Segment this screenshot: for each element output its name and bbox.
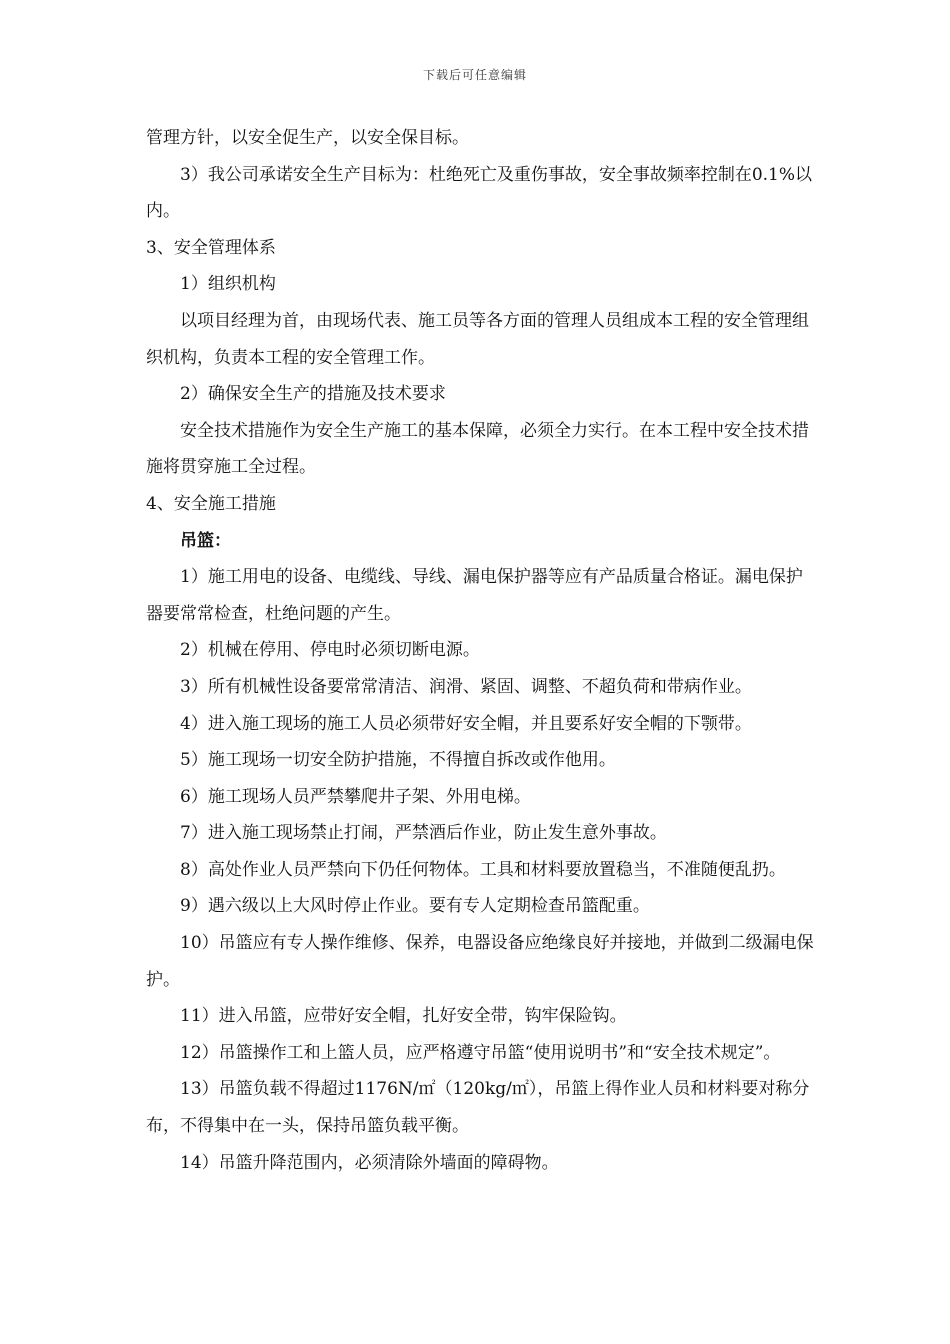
subheading-gondola: 吊篮：	[180, 530, 231, 551]
section-heading-construction-measures: 4、安全施工措施	[146, 493, 276, 514]
paragraph-management-policy: 管理方针，以安全促生产，以安全保目标。	[146, 128, 469, 148]
list-item: 6）施工现场人员严禁攀爬井子架、外用电梯。	[180, 786, 531, 807]
list-item: 5）施工现场一切安全防护措施，不得擅自拆改或作他用。	[180, 750, 616, 771]
list-item: 14）吊篮升降范围内，必须清除外墙面的障碍物。	[180, 1152, 559, 1173]
list-item: 12）吊篮操作工和上篮人员，应严格遵守吊篮“使用说明书”和“安全技术规定”。	[180, 1042, 781, 1063]
list-item: 8）高处作业人员严禁向下仍任何物体。工具和材料要放置稳当，不准随便乱扔。	[180, 859, 786, 880]
list-item: 10）吊篮应有专人操作维修、保养，电器设备应绝缘良好并接地，并做到二级漏电保护。	[146, 933, 814, 990]
list-item: 4）进入施工现场的施工人员必须带好安全帽，并且要系好安全帽的下颚带。	[180, 713, 752, 734]
list-item: 7）进入施工现场禁止打闹，严禁酒后作业，防止发生意外事故。	[180, 823, 667, 844]
page-header: 下载后可任意编辑	[422, 68, 527, 82]
paragraph-measures: 安全技术措施作为安全生产施工的基本保障，必须全力实行。在本工程中安全技术措施将贯穿施工全过程。	[146, 420, 809, 478]
list-item: 3）所有机械性设备要常常清洁、润滑、紧固、调整、不超负荷和带病作业。	[180, 676, 752, 697]
subheading-measures: 2）确保安全生产的措施及技术要求	[180, 384, 446, 405]
list-item: 9）遇六级以上大风时停止作业。要有专人定期检查吊篮配重。	[180, 896, 650, 917]
section-heading-safety-system: 3、安全管理体系	[146, 237, 276, 258]
document-body	[146, 120, 818, 1181]
list-item: 2）机械在停用、停电时必须切断电源。	[180, 640, 480, 661]
list-item: 13）吊篮负载不得超过1176N/㎡（120kg/㎡），吊篮上得作业人员和材料要对称分布，不得集中在一头，保持吊篮负载平衡。	[146, 1079, 810, 1137]
list-item: 1）施工用电的设备、电缆线、导线、漏电保护器等应有产品质量合格证。漏电保护器要常常检查，杜绝问题的产生。	[146, 567, 803, 624]
paragraph-organization: 以项目经理为首，由现场代表、施工员等各方面的管理人员组成本工程的安全管理组织机构，负责本工程的安全管理工作。	[146, 310, 809, 368]
paragraph-safety-goal: 3）我公司承诺安全生产目标为：杜绝死亡及重伤事故，安全事故频率控制在0.1%以内。	[146, 164, 813, 222]
subheading-organization: 1）组织机构	[180, 274, 276, 295]
list-item: 11）进入吊篮，应带好安全帽，扎好安全带，钩牢保险钩。	[180, 1006, 627, 1027]
